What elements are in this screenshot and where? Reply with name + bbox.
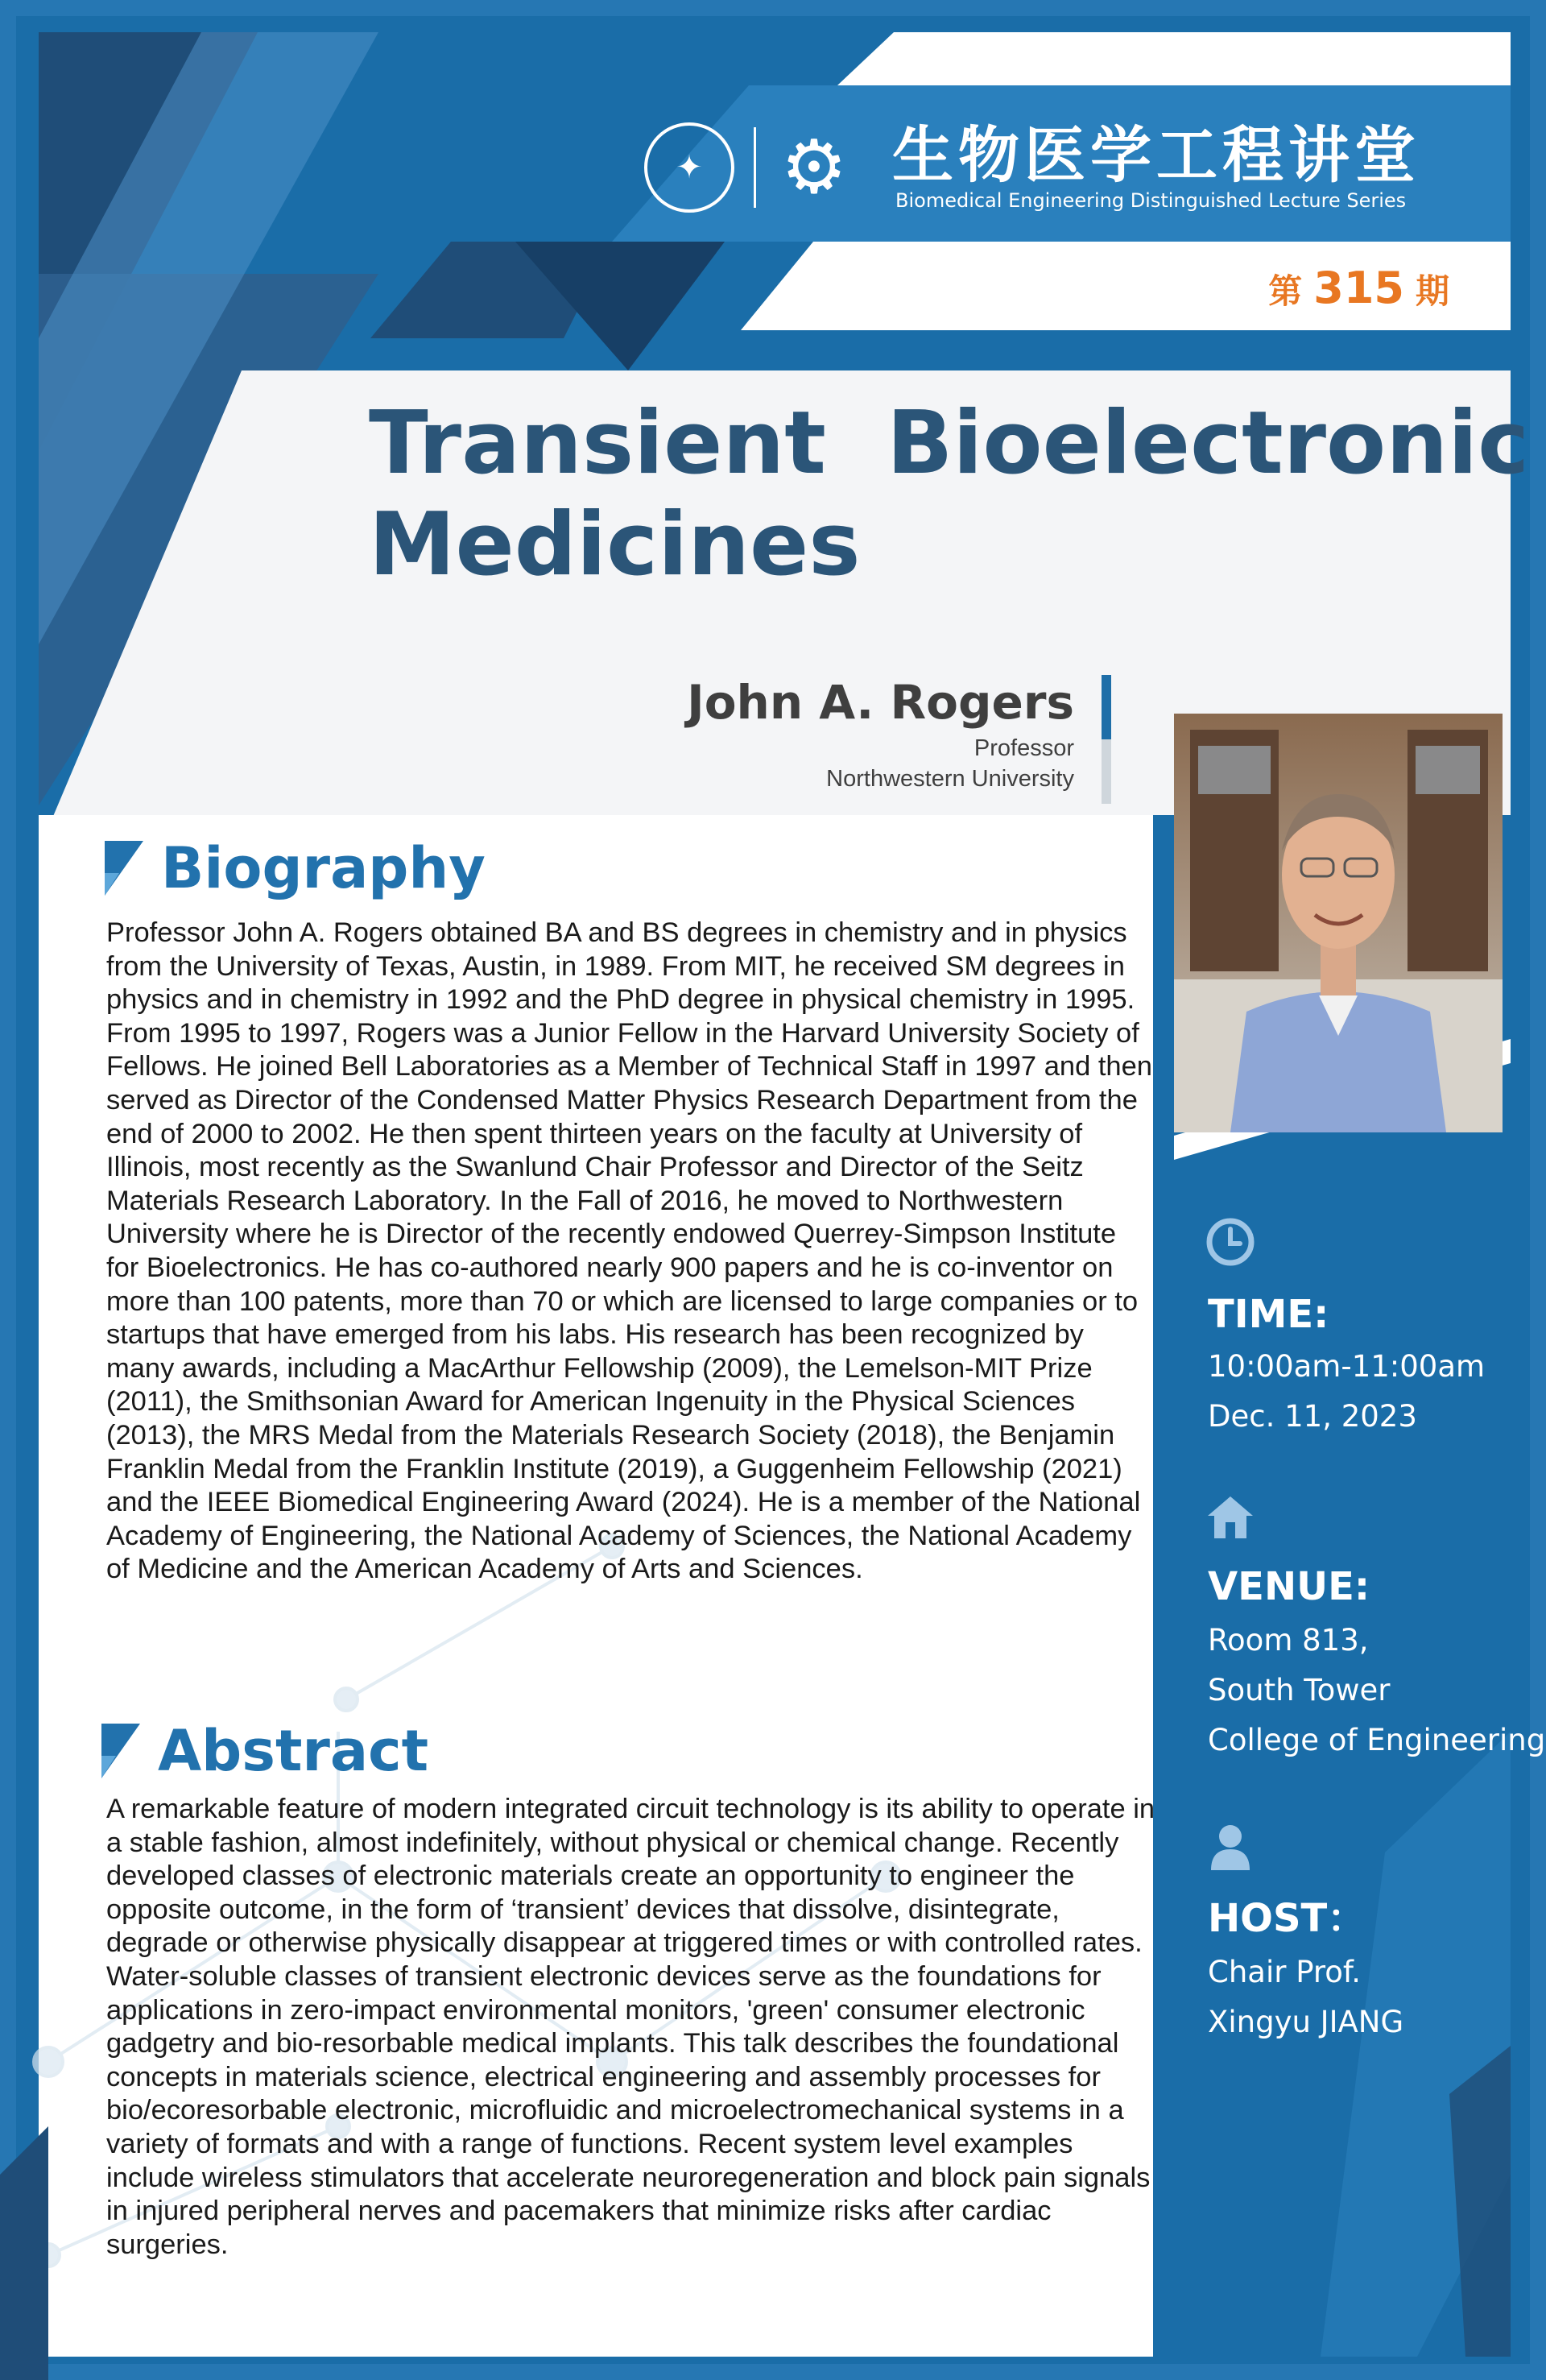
biography-title: Biography — [161, 835, 486, 901]
venue-room: Room 813, — [1208, 1623, 1369, 1658]
issue-number: 315 — [1313, 263, 1404, 313]
abstract-title: Abstract — [158, 1718, 429, 1784]
gear-emblem-icon: ⚙ — [780, 124, 848, 210]
speaker-affiliation: Northwestern University — [826, 766, 1074, 792]
issue-number-badge — [1268, 263, 1449, 313]
series-title-chinese: 生物医学工程讲堂 — [892, 119, 1420, 191]
host-values — [1208, 1947, 1403, 2047]
talk-title-line-2: Medicines — [369, 495, 861, 595]
talk-title-line-1: Transient Bioelectronic — [369, 393, 1530, 494]
abstract-text: A remarkable feature of modern integrated circuit technology is its ability to operate in a stable fashion, almost indefinitely, without physical or chemical change. Recently developed classes of electronic materials create an opportunity to engineer the opposite outcome, in the form of ‘transient’ devices that dissolve, disintegrate, degrade or otherwise physically disappear at triggered times or with controlled rates. Water-soluble classes of transient electronic devices serve as the foundations for applications in zero-impact environmental monitors, 'green' consumer electronic gadgetry and bio-resorbable medical implants. This talk describes the foundational concepts in materials science, electrical engineering and assembly processes for bio/ecoresorbable electronic, microfluidic and microelectromechanical systems in a variety of formats and with a range of functions. Recent system level examples include wireless stimulators that accelerate neuroregeneration and block pain signals in injured peripheral nerves and pacemakers that minimize risks after cardiac surgeries. — [106, 1794, 1155, 2260]
speaker-info — [687, 672, 1074, 794]
clock-icon — [1205, 1216, 1256, 1268]
speaker-position: Professor — [973, 735, 1074, 761]
home-icon — [1205, 1492, 1256, 1543]
series-title-english: Biomedical Engineering Distinguished Lecture Series — [895, 189, 1407, 212]
venue-building: South Tower — [1208, 1673, 1391, 1707]
venue-values — [1208, 1616, 1545, 1765]
biography-text: Professor John A. Rogers obtained BA and BS degrees in chemistry and in physics from the University of Texas, Austin, in 1989. From MIT, he received SM degrees in physics and in chemistry in 1992 and the PhD degree in physical chemistry in 1995. From 1995 to 1997, Rogers was a Junior Fellow in the Harvard University Society of Fellows. He joined Bell Laboratories as a Member of Technical Staff in 1997 and then served as Director of the Condensed Matter Physics Research Department from the end of 2000 to 2002. He then spent thirteen years on the faculty at University of Illinois, most recently as the Swanlund Chair Professor and Director of the Seitz Materials Research Laboratory. In the Fall of 2016, he moved to Northwestern University where he is Director of the recently endowed Querrey-Simpson Institute for Bioelectronics. He has co-authored nearly 900 papers and he is co-inventor on more than 100 patents, more than 70 or which are licensed to large companies or to startups that have emerged from his labs. His research has been recognized by many awards, including a MacArthur Fellowship (2009), the Lemelson-MIT Prize (2011), the Smithsonian Award for American Ingenuity in the Physical Sciences (2013), the MRS Medal from the Materials Research Society (2018), the Benjamin Franklin Medal from the Franklin Institute (2019), a Guggenheim Fellowship (2021) and the IEEE Biomedical Engineering Award (2024). He is a member of the National Academy of Engineering, the National Academy of Sciences, the National Academy of Medicine and the American Academy of Arts and Sciences. — [106, 917, 1152, 1585]
section-marker-icon — [105, 841, 143, 896]
event-date: Dec. 11, 2023 — [1208, 1399, 1417, 1434]
abstract-heading — [101, 1717, 428, 1785]
host-label: HOST： — [1208, 1896, 1366, 1941]
time-values — [1208, 1342, 1485, 1442]
issue-suffix: 期 — [1415, 271, 1449, 311]
issue-prefix: 第 — [1268, 271, 1303, 311]
university-seal-icon: ✦ — [644, 122, 734, 213]
biography-heading — [105, 834, 486, 902]
host-name: Xingyu JIANG — [1208, 2005, 1404, 2039]
speaker-accent-bar — [1102, 675, 1111, 804]
logo-divider — [754, 127, 756, 208]
speaker-photo — [1174, 714, 1503, 1132]
time-range: 10:00am-11:00am — [1208, 1349, 1486, 1384]
venue-college: College of Engineering — [1208, 1723, 1546, 1757]
host-title: Chair Prof. — [1208, 1955, 1362, 1989]
speaker-name: John A. Rogers — [687, 675, 1074, 730]
person-icon — [1205, 1822, 1256, 1873]
time-label: TIME: — [1208, 1292, 1329, 1337]
talk-title — [369, 393, 1530, 596]
header-logos — [644, 119, 853, 216]
section-marker-icon — [101, 1724, 140, 1778]
venue-label: VENUE: — [1208, 1564, 1370, 1609]
